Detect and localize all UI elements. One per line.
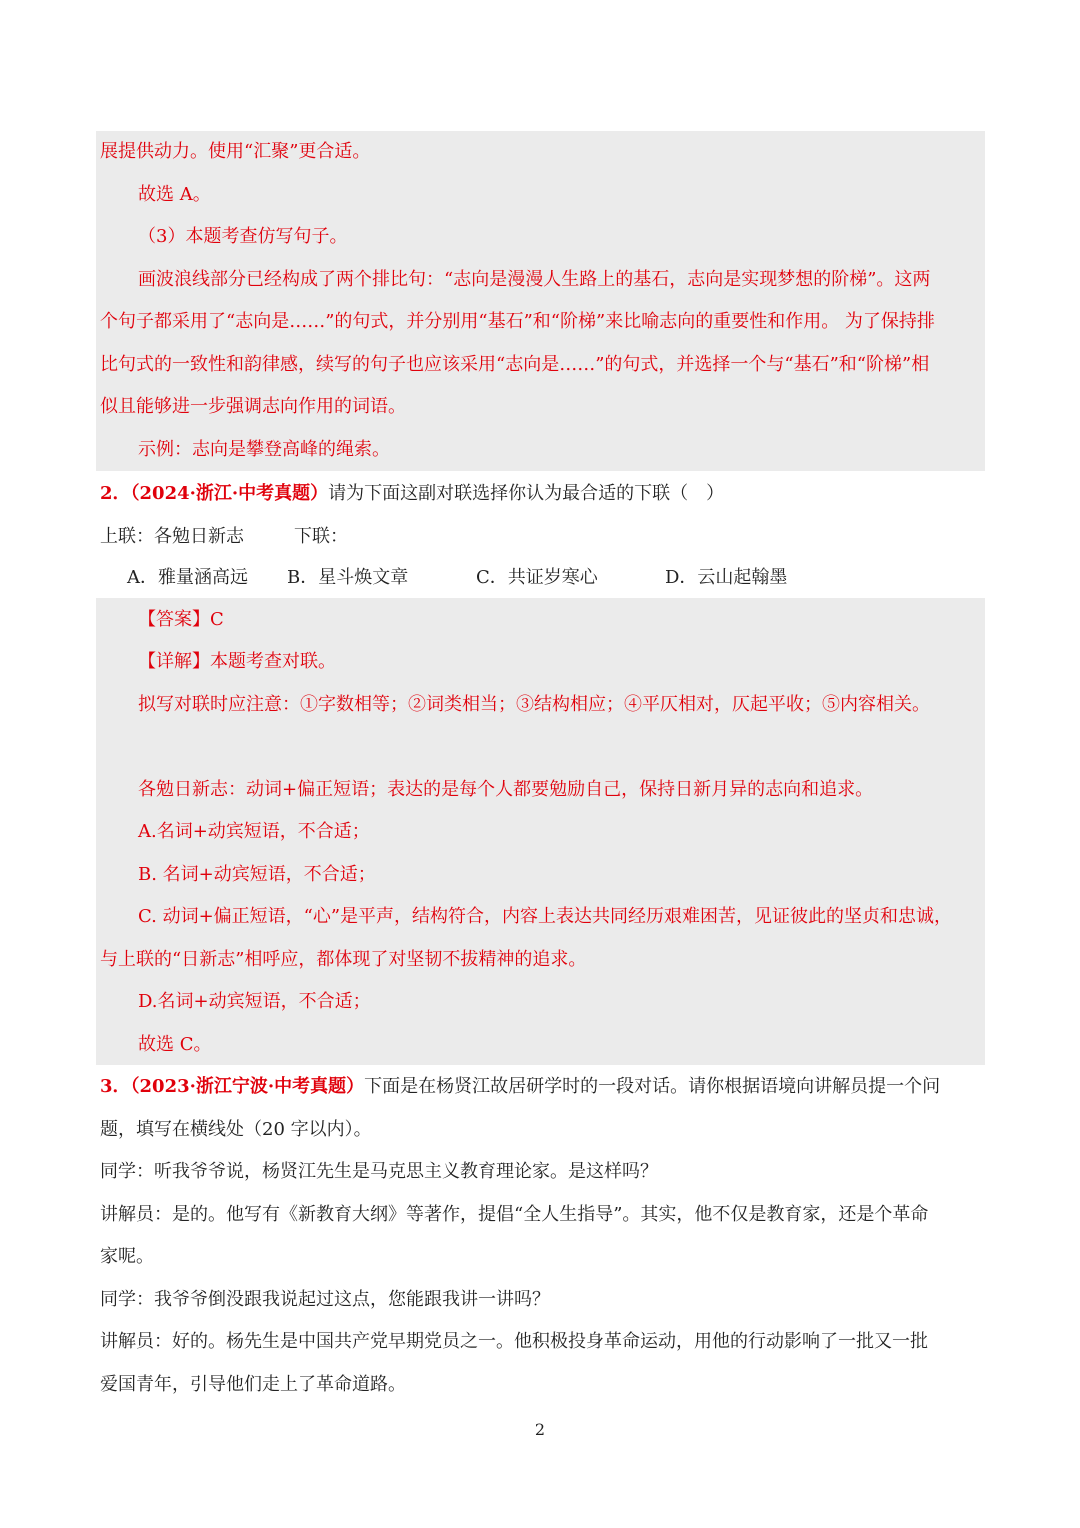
dialog-line: 同学：我爷爷倒没跟我说起过这点，您能跟我讲一讲吗？: [100, 1289, 550, 1310]
dialog-line: 家呢。: [100, 1246, 154, 1267]
couplet-line: [100, 524, 985, 550]
option-d: D．云山起翰墨: [665, 567, 788, 588]
question-text-continued: 题，填写在横线处（20 字以内）。: [100, 1119, 372, 1140]
answer-conclusion: 故选 C。: [138, 1034, 212, 1055]
dialog-line: 爱国青年，引导他们走上了革命道路。: [100, 1374, 406, 1395]
answer-text-line: 画波浪线部分已经构成了两个排比句：“志向是漫漫人生路上的基石，志向是实现梦想的阶梯”。这两: [138, 269, 931, 290]
dialog-line: 讲解员：是的。他写有《新教育大纲》等著作，提倡“全人生指导”。其实，他不仅是教育家，还是个革命: [100, 1204, 929, 1225]
answer-conclusion: 故选 A。: [138, 184, 211, 205]
answer-text-line: B. 名词+动宾短语，不合适；: [138, 864, 376, 885]
answer-subheading: （3）本题考查仿写句子。: [138, 226, 348, 247]
question-3-stem: [100, 1074, 985, 1100]
couplet-upper: 上联：各勉日新志: [100, 526, 244, 547]
dialog-line: 讲解员：好的。杨先生是中国共产党早期党员之一。他积极投身革命运动，用他的行动影响了一批又一批: [100, 1331, 928, 1352]
couplet-rules: 拟写对联时应注意：①字数相等；②词类相当；③结构相应；④平仄相对，仄起平收；⑤内容相关。: [138, 694, 930, 715]
option-c: C．共证岁寒心: [476, 567, 598, 588]
option-b: B．星斗焕文章: [287, 567, 409, 588]
question-number: 2．: [100, 483, 131, 504]
question-text: 下面是在杨贤江故居研学时的一段对话。请你根据语境向讲解员提一个问: [364, 1076, 941, 1097]
option-a: A．雅量涵高远: [127, 567, 248, 588]
detail-label: 【详解】本题考查对联。: [138, 651, 336, 672]
question-2-stem: [100, 481, 985, 507]
answer-label: 【答案】C: [138, 609, 224, 630]
dialog-line: 同学：听我爷爷说，杨贤江先生是马克思主义教育理论家。是这样吗？: [100, 1161, 658, 1182]
answer-text-line: D.名词+动宾短语，不合适；: [138, 991, 371, 1012]
question-source: （2024·浙江·中考真题）: [130, 483, 329, 504]
question-source: （2023·浙江宁波·中考真题）: [130, 1076, 365, 1097]
answer-text-line: 与上联的“日新志”相呼应，都体现了对坚韧不拔精神的追求。: [100, 949, 587, 970]
answer-text-line: 展提供动力。使用“汇聚”更合适。: [100, 141, 371, 162]
answer-text-line: C. 动词+偏正短语，“心”是平声，结构符合，内容上表达共同经历艰难困苦，见证彼此的坚贞和忠诚，: [138, 906, 953, 927]
answer-text-line: 似且能够进一步强调志向作用的词语。: [100, 396, 406, 417]
answer-text-line: 比句式的一致性和韵律感，续写的句子也应该采用“志向是……”的句式，并选择一个与“基石”和“阶梯”相: [100, 354, 930, 375]
page-number: 2: [534, 1420, 546, 1439]
answer-example: 示例：志向是攀登高峰的绳索。: [138, 439, 390, 460]
answer-text-line: A.名词+动宾短语，不合适；: [138, 821, 370, 842]
question-number: 3．: [100, 1076, 131, 1097]
couplet-lower: 下联：: [294, 526, 348, 547]
answer-text-line: 各勉日新志：动词+偏正短语；表达的是每个人都要勉励自己，保持日新月异的志向和追求。: [138, 779, 874, 800]
answer-text-line: 个句子都采用了“志向是……”的句式，并分别用“基石”和“阶梯”来比喻志向的重要性和作用。 为了保持排: [100, 311, 935, 332]
question-text: 请为下面这副对联选择你认为最合适的下联（ ）: [328, 483, 725, 504]
